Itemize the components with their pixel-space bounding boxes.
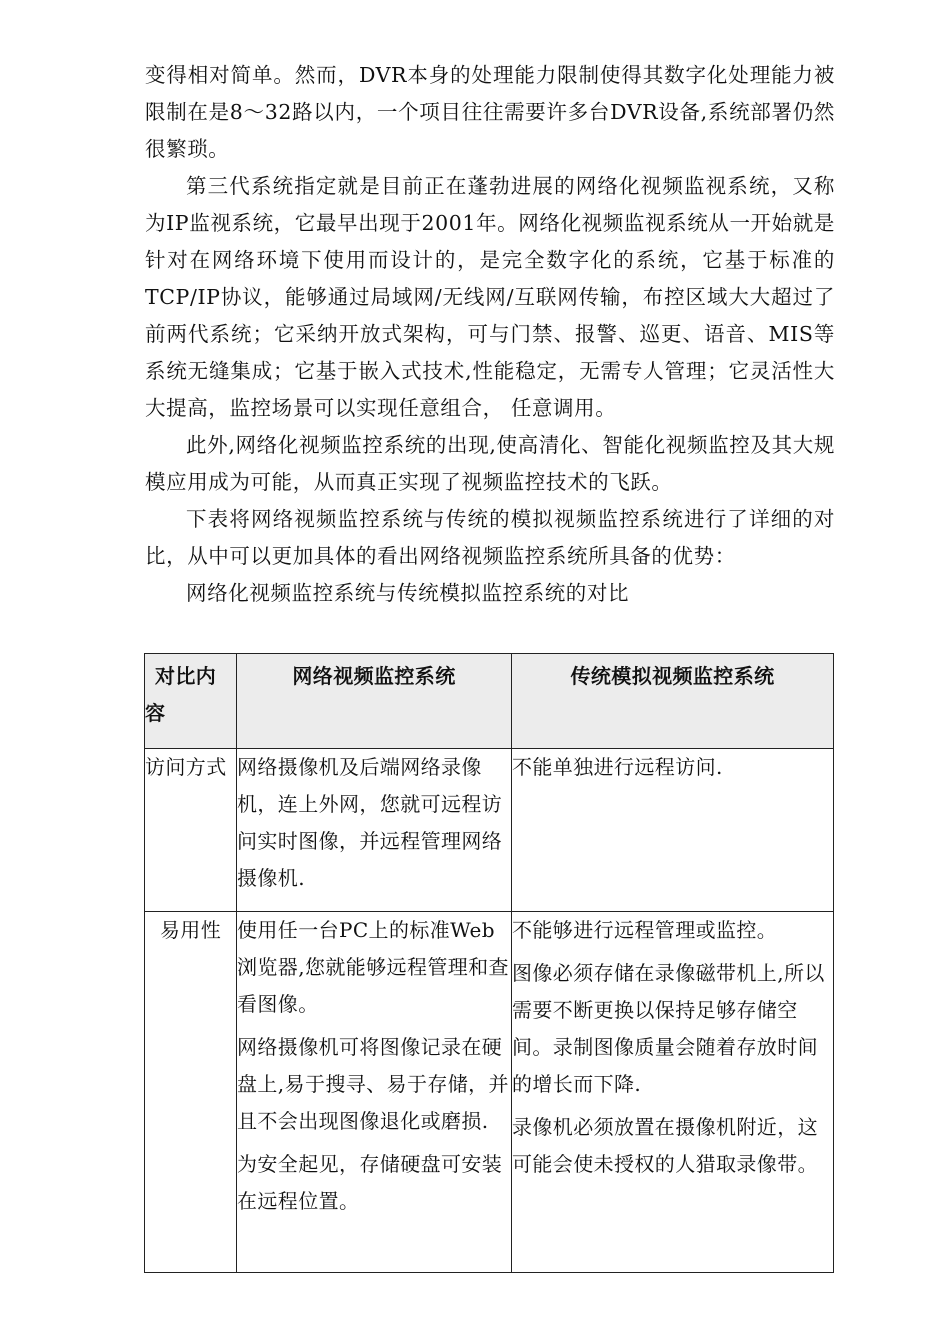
body-text bbox=[145, 57, 835, 612]
paragraph-network-advantages: 此外,网络化视频监控系统的出现,使高清化、智能化视频监控及其大规模应用成为可能，从而真正实现了视频监控技术的飞跃。 bbox=[145, 433, 835, 494]
header-analog-system: 传统模拟视频监控系统 bbox=[512, 654, 834, 749]
cell-text: 不能单独进行远程访问. bbox=[512, 755, 723, 779]
header-network-system: 网络视频监控系统 bbox=[237, 654, 512, 749]
cell-analog-usability bbox=[512, 912, 834, 1273]
paragraph-continuation: 变得相对简单。然而，DVR本身的处理能力限制使得其数字化处理能力被限制在是8～32路以内，一个项目往往需要许多台DVR设备,系统部署仍然很繁琐。 bbox=[145, 63, 835, 161]
table-caption: 网络化视频监控系统与传统模拟监控系统的对比 bbox=[186, 581, 630, 605]
row-label-usability: 易用性 bbox=[145, 912, 237, 1273]
cell-network-access bbox=[237, 749, 512, 912]
table-row bbox=[145, 749, 834, 912]
header-compare-item-line2: 容 bbox=[145, 701, 166, 725]
cell-text: 为安全起见，存储硬盘可安装在远程位置。 bbox=[237, 1152, 503, 1213]
cell-text: 网络摄像机可将图像记录在硬盘上,易于搜寻、易于存储，并且不会出现图像退化或磨损. bbox=[237, 1035, 509, 1133]
cell-text: 使用任一台PC上的标准Web浏览器,您就能够远程管理和查看图像。 bbox=[237, 918, 509, 1016]
cell-text: 图像必须存储在录像磁带机上,所以需要不断更换以保持足够存储空间。录制图像质量会随着存放时间的增长而下降. bbox=[512, 961, 825, 1096]
header-compare-item bbox=[145, 654, 237, 749]
table-header-row bbox=[145, 654, 834, 749]
table-row bbox=[145, 912, 834, 1273]
comparison-table bbox=[144, 653, 834, 1273]
cell-text: 录像机必须放置在摄像机附近，这可能会使未授权的人猎取录像带。 bbox=[512, 1115, 818, 1176]
paragraph-table-intro: 下表将网络视频监控系统与传统的模拟视频监控系统进行了详细的对比，从中可以更加具体的看出网络视频监控系统所具备的优势： bbox=[145, 507, 835, 568]
paragraph-third-generation: 第三代系统指定就是目前正在蓬勃进展的网络化视频监视系统，又称为IP监视系统，它最早出现于2001年。网络化视频监视系统从一开始就是针对在网络环境下使用而设计的，是完全数字化的系统，它基于标准的TCP/IP协议，能够通过局域网/无线网/互联网传输，布控区域大大超过了前两代系统；它采纳开放式架构，可与门禁、报警、巡更、语音、MIS等系统无缝集成；它基于嵌入式技术,性能稳定，无需专人管理；它灵活性大大提高，监控场景可以实现任意组合， 任意调用。 bbox=[145, 174, 835, 420]
cell-network-usability bbox=[237, 912, 512, 1273]
cell-analog-access bbox=[512, 749, 834, 912]
header-compare-item-line1: 对比内 bbox=[155, 664, 217, 688]
cell-text: 不能够进行远程管理或监控。 bbox=[512, 918, 778, 942]
cell-text: 网络摄像机及后端网络录像机，连上外网，您就可远程访问实时图像，并远程管理网络摄像机. bbox=[237, 755, 503, 890]
row-label-access: 访问方式 bbox=[145, 749, 237, 912]
